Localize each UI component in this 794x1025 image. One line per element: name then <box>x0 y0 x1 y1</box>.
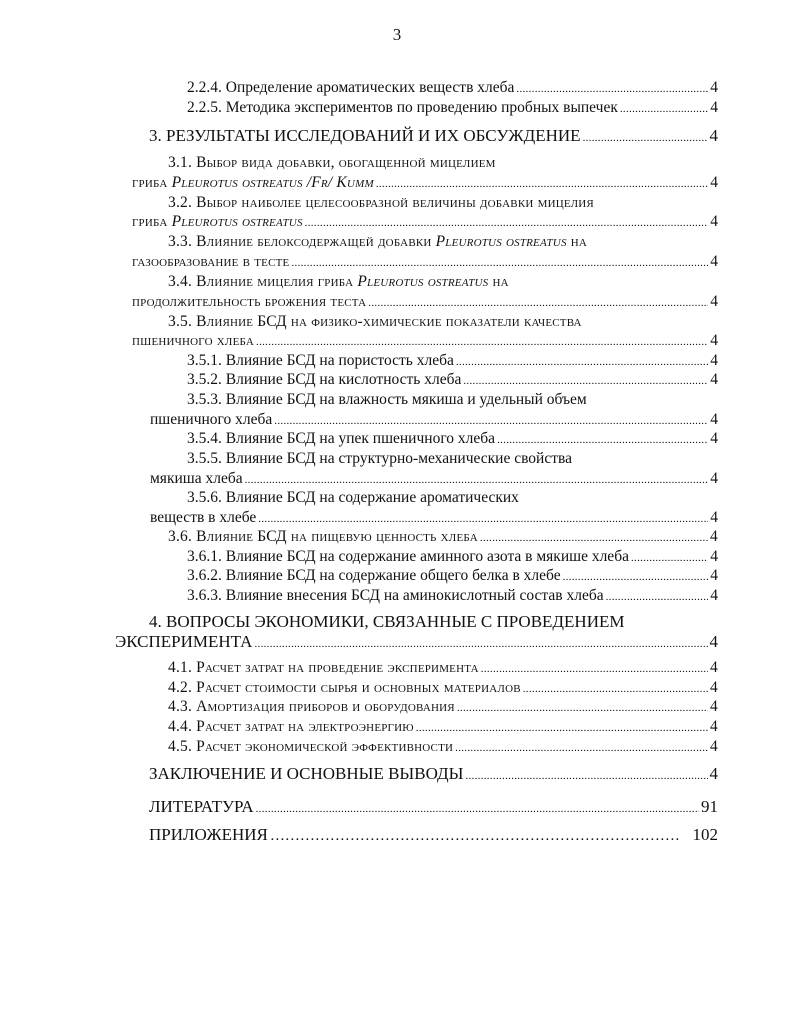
toc-entry-title: 3. РЕЗУЛЬТАТЫ ИССЛЕДОВАНИЙ И ИХ ОБСУЖДЕНИЕ <box>149 126 581 145</box>
leader-dots <box>631 548 708 568</box>
toc-entry-page: 4 <box>709 126 718 145</box>
leader-dots <box>463 371 708 391</box>
toc-entry-title: 4.5. Расчет экономической эффективности <box>168 738 454 755</box>
toc-entry-3-5-5-line1: 3.5.5. Влияние БСД на структурно-механические свойства <box>187 450 572 467</box>
toc-entry-3-6-3 <box>187 586 718 606</box>
toc-entry-title: 4.3. Амортизация приборов и оборудования <box>168 698 455 715</box>
toc-entry-title: пшеничного хлеба <box>150 411 273 428</box>
toc-entry-chapter-4-line1: 4. ВОПРОСЫ ЭКОНОМИКИ, СВЯЗАННЫЕ С ПРОВЕДЕНИЕМ <box>149 612 625 631</box>
toc-entry-4-1 <box>168 658 718 678</box>
toc-entry-page: 4 <box>710 698 718 715</box>
toc-entry-title: веществ в хлебе <box>150 509 257 526</box>
leader-dots <box>516 79 708 99</box>
leader-dots <box>465 766 707 786</box>
toc-entry-2-2-4 <box>187 78 718 98</box>
toc-entry-page: 4 <box>710 738 718 755</box>
toc-entry-page: 4 <box>710 352 718 369</box>
toc-entry-literature <box>149 797 718 817</box>
leader-dots <box>457 698 708 718</box>
toc-entry-3-1 <box>132 173 718 193</box>
toc-entry-title: ЛИТЕРАТУРА <box>149 797 254 816</box>
leader-dots <box>305 213 708 233</box>
leader-dots <box>274 411 708 431</box>
toc-entry-3-1-line1: 3.1. Выбор вида добавки, обогащенной мицелием <box>168 154 496 171</box>
leader-dots <box>245 470 708 490</box>
leader-dots <box>258 509 708 529</box>
leader-dots <box>455 738 708 758</box>
toc-entry-page: 4 <box>710 548 718 565</box>
toc-entry-conclusion <box>149 764 718 784</box>
toc-entry-page: 4 <box>709 764 718 783</box>
leader-dots <box>270 826 681 846</box>
toc-entry-3-5-6 <box>150 508 718 528</box>
toc-entry-3-6-1 <box>187 547 718 567</box>
toc-entry-3-5-4 <box>187 429 718 449</box>
toc-entry-page: 4 <box>710 371 718 388</box>
toc-entry-page: 91 <box>701 797 718 816</box>
leader-dots <box>620 99 708 119</box>
leader-dots <box>291 253 708 273</box>
toc-entry-title: 2.2.4. Определение ароматических веществ хлеба <box>187 79 515 96</box>
toc-entry-page: 4 <box>710 659 718 676</box>
toc-entry-4-5 <box>168 737 718 757</box>
toc-entry-page: 4 <box>710 253 718 270</box>
toc-entry-3-5-3-line1: 3.5.3. Влияние БСД на влажность мякиша и удельный объем <box>187 391 587 408</box>
toc-entry-title: 4.1. Расчет затрат на проведение эксперимента <box>168 659 479 676</box>
toc-entry-title: ПРИЛОЖЕНИЯ <box>149 825 268 844</box>
toc-entry-page: 4 <box>710 79 718 96</box>
leader-dots <box>523 679 708 699</box>
toc-entry-4-2 <box>168 678 718 698</box>
toc-entry-page: 4 <box>710 293 718 310</box>
leader-dots <box>583 128 708 148</box>
toc-entry-page: 4 <box>710 509 718 526</box>
toc-entry-title: 3.6.2. Влияние БСД на содержание общего белка в хлебе <box>187 567 561 584</box>
toc-entry-page: 4 <box>710 528 718 545</box>
toc-entry-4-4 <box>168 717 718 737</box>
toc-entry-4-3 <box>168 697 718 717</box>
toc-entry-3-6 <box>168 527 718 547</box>
toc-entry-page: 4 <box>710 332 718 349</box>
toc-entry-title: 4.2. Расчет стоимости сырья и основных материалов <box>168 679 521 696</box>
toc-entry-3-3 <box>132 252 718 272</box>
toc-entry-title: ЗАКЛЮЧЕНИЕ И ОСНОВНЫЕ ВЫВОДЫ <box>149 764 464 783</box>
toc-entry-page: 4 <box>710 430 718 447</box>
toc-entry-3-5-1 <box>187 351 718 371</box>
toc-entry-3-5-3 <box>150 410 718 430</box>
toc-entry-page: 4 <box>709 632 718 651</box>
toc-entry-title: 3.5.1. Влияние БСД на пористость хлеба <box>187 352 454 369</box>
toc-entry-title: 2.2.5. Методика экспериментов по проведению пробных выпечек <box>187 99 618 116</box>
toc-entry-page: 4 <box>710 718 718 735</box>
toc-entry-title: газообразование в тесте <box>132 253 290 270</box>
leader-dots <box>376 174 708 194</box>
toc-entry-3-5 <box>132 331 718 351</box>
toc-entry-title: 3.5.4. Влияние БСД на упек пшеничного хлеба <box>187 430 496 447</box>
toc-entry-2-2-5 <box>187 98 718 118</box>
toc-entry-title: продолжительность брожения теста <box>132 293 367 310</box>
leader-dots <box>497 430 708 450</box>
toc-entry-3-5-line1: 3.5. Влияние БСД на физико-химические показатели качества <box>168 313 582 330</box>
toc-entry-3-2 <box>132 212 718 232</box>
toc-entry-title: мякиша хлеба <box>150 470 243 487</box>
leader-dots <box>416 718 708 738</box>
leader-dots <box>256 332 708 352</box>
toc-entry-3-4 <box>132 292 718 312</box>
toc-entry-page: 4 <box>710 174 718 191</box>
toc-entry-title: 3.6.1. Влияние БСД на содержание аминного азота в мякише хлеба <box>187 548 629 565</box>
page-number: 3 <box>392 25 402 44</box>
toc-entry-page: 4 <box>710 411 718 428</box>
toc-entry-title: пшеничного хлеба <box>132 332 255 349</box>
leader-dots <box>563 567 708 587</box>
toc-entry-chapter-3 <box>149 126 718 146</box>
leader-dots <box>456 352 708 372</box>
toc-entry-title: ЭКСПЕРИМЕНТА <box>115 632 253 651</box>
toc-entry-page: 4 <box>710 679 718 696</box>
toc-entry-appendices <box>149 825 718 845</box>
leader-dots <box>481 659 708 679</box>
toc-entry-3-4-line1: 3.4. Влияние мицелия гриба Pleurotus ostreatus на <box>168 273 509 290</box>
toc-entry-page: 4 <box>710 213 718 230</box>
toc-entry-title: 3.5.2. Влияние БСД на кислотность хлеба <box>187 371 462 388</box>
toc-entry-3-3-line1: 3.3. Влияние белоксодержащей добавки Pleurotus ostreatus на <box>168 233 588 250</box>
toc-entry-3-2-line1: 3.2. Выбор наиболее целесообразной величины добавки мицелия <box>168 194 594 211</box>
leader-dots <box>480 528 708 548</box>
toc-entry-title: гриба Pleurotus ostreatus /Fr/ Kumm <box>132 174 374 191</box>
toc-entry-title: 4.4. Расчет затрат на электроэнергию <box>168 718 414 735</box>
toc-entry-3-5-2 <box>187 370 718 390</box>
toc-entry-title: 3.6. Влияние БСД на пищевую ценность хлеба <box>168 528 478 545</box>
toc-entry-page: 4 <box>710 99 718 116</box>
toc-entry-3-6-2 <box>187 566 718 586</box>
toc-entry-3-5-6-line1: 3.5.6. Влияние БСД на содержание ароматических <box>187 489 519 506</box>
toc-entry-page: 4 <box>710 587 718 604</box>
toc-entry-page: 4 <box>710 470 718 487</box>
leader-dots <box>256 799 699 819</box>
toc-entry-page: 102 <box>692 825 718 844</box>
toc-entry-page: 4 <box>710 567 718 584</box>
toc-entry-title: гриба Pleurotus ostreatus <box>132 213 303 230</box>
leader-dots <box>606 587 708 607</box>
leader-dots <box>254 634 707 654</box>
toc-entry-3-5-5 <box>150 469 718 489</box>
toc-entry-chapter-4 <box>115 632 718 652</box>
toc-entry-title: 3.6.3. Влияние внесения БСД на аминокислотный состав хлеба <box>187 587 604 604</box>
leader-dots <box>368 293 708 313</box>
